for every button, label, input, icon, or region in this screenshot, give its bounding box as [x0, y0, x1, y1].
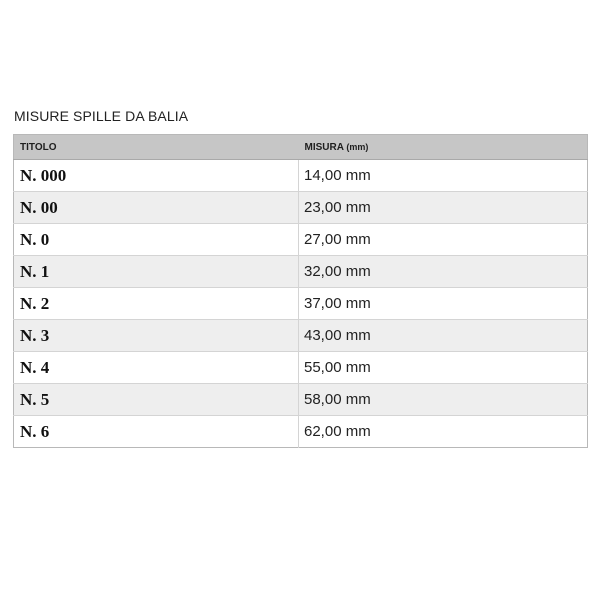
header-misura-unit: (mm) — [346, 141, 369, 152]
table-row — [14, 256, 588, 288]
cell-titolo: N. 6 — [14, 416, 299, 448]
cell-titolo: N. 00 — [14, 192, 299, 224]
table-caption: MISURE SPILLE DA BALIA — [14, 108, 189, 124]
table-row — [14, 224, 588, 256]
cell-titolo: N. 3 — [14, 320, 299, 352]
cell-misura: 58,00 mm — [299, 384, 588, 416]
header-misura — [299, 135, 588, 160]
table-row — [14, 192, 588, 224]
cell-titolo: N. 0 — [14, 224, 299, 256]
cell-titolo: N. 5 — [14, 384, 299, 416]
table-row — [14, 416, 588, 448]
cell-misura: 23,00 mm — [299, 192, 588, 224]
size-table — [13, 134, 588, 448]
cell-misura: 55,00 mm — [299, 352, 588, 384]
cell-misura: 37,00 mm — [299, 288, 588, 320]
cell-misura: 43,00 mm — [299, 320, 588, 352]
cell-misura: 27,00 mm — [299, 224, 588, 256]
header-titolo: TITOLO — [14, 135, 299, 160]
cell-misura: 14,00 mm — [299, 160, 588, 192]
cell-titolo: N. 2 — [14, 288, 299, 320]
cell-titolo: N. 1 — [14, 256, 299, 288]
cell-titolo: N. 000 — [14, 160, 299, 192]
header-misura-label: MISURA — [304, 141, 344, 153]
cell-misura: 32,00 mm — [299, 256, 588, 288]
table-row — [14, 384, 588, 416]
cell-misura: 62,00 mm — [299, 416, 588, 448]
table-row — [14, 352, 588, 384]
table-row — [14, 160, 588, 192]
table-header-row — [14, 135, 588, 160]
table-row — [14, 320, 588, 352]
table-row — [14, 288, 588, 320]
cell-titolo: N. 4 — [14, 352, 299, 384]
